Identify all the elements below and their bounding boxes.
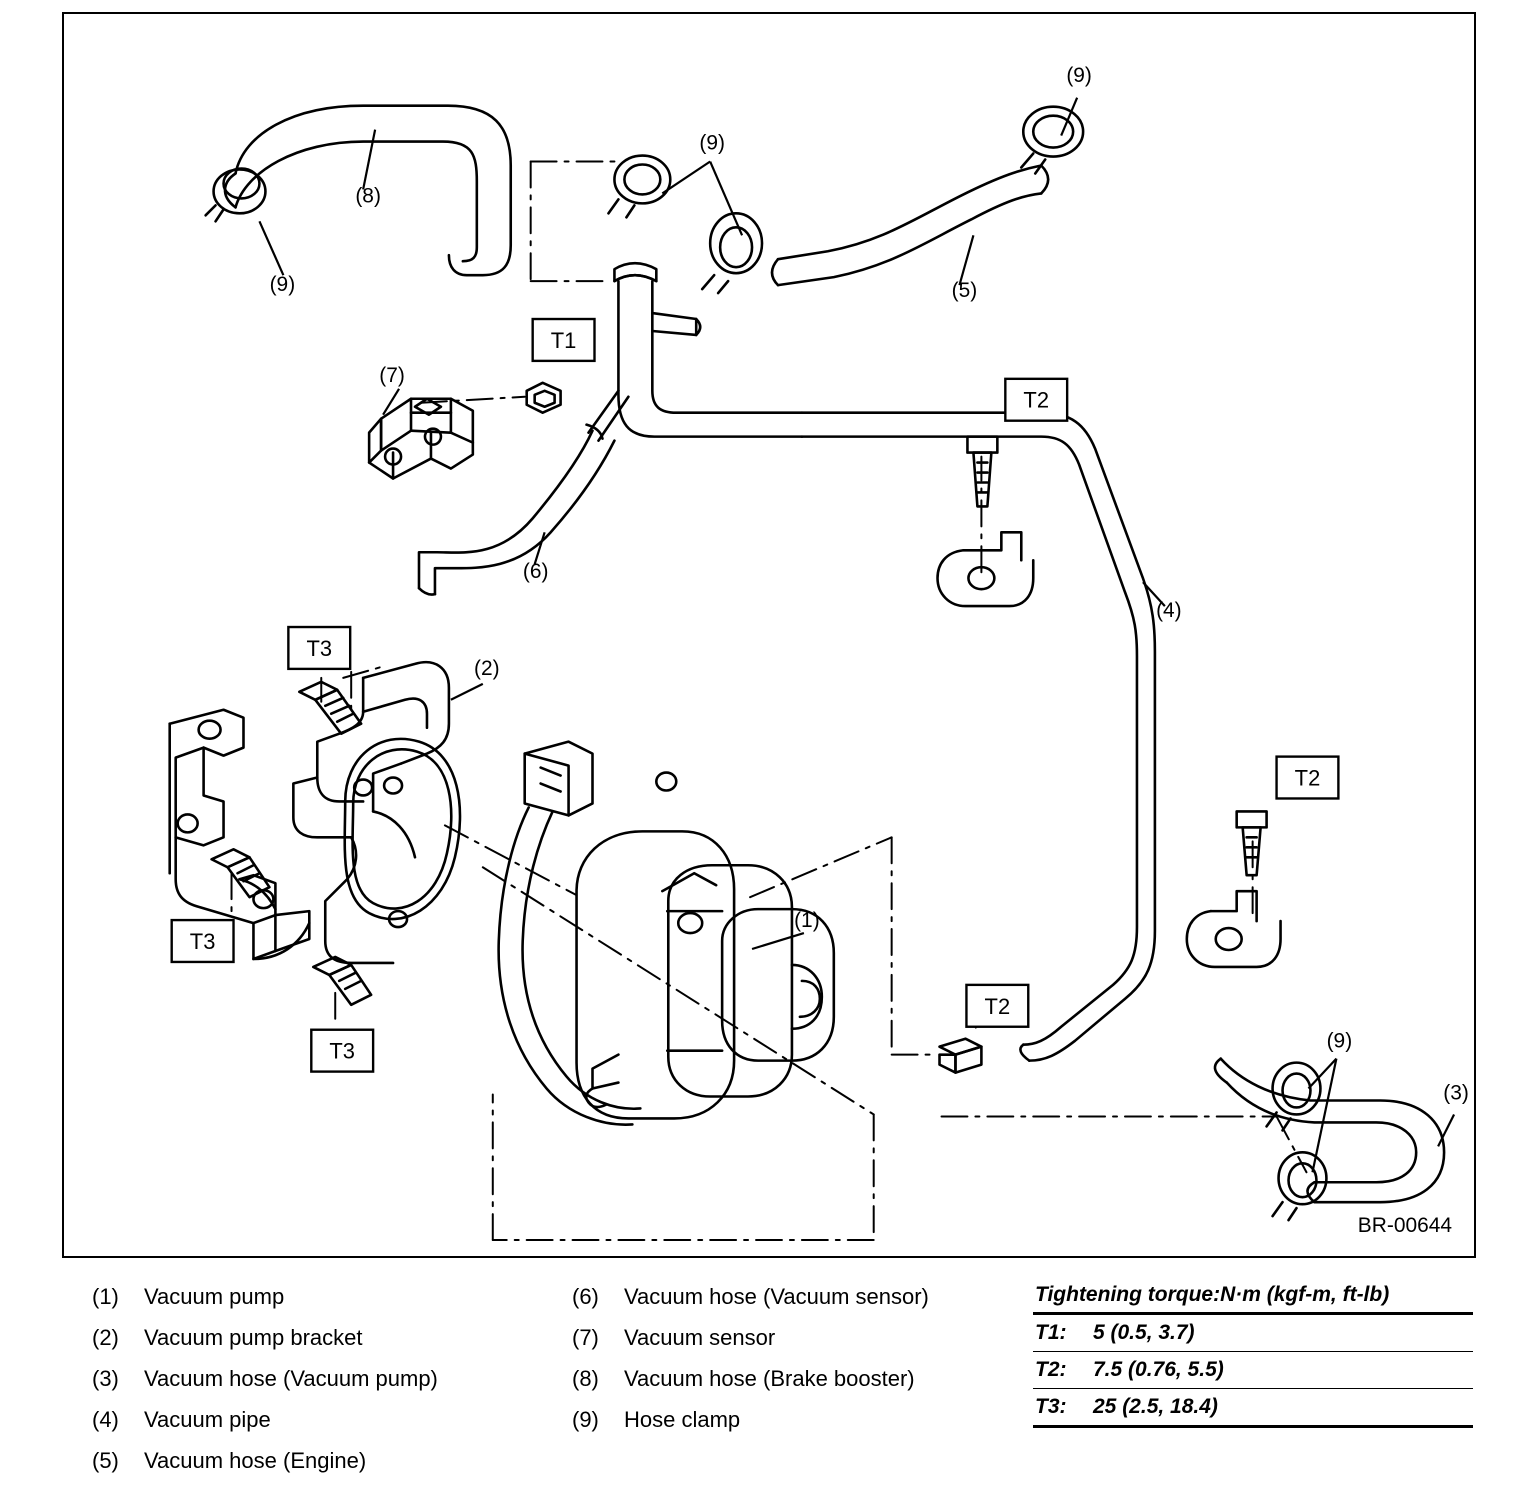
callout-9-bottomright: (9) — [1326, 1029, 1353, 1053]
legend-number: (6) — [572, 1284, 599, 1309]
callout-6: (6) — [522, 560, 549, 584]
torque-key: T2: — [1035, 1358, 1067, 1381]
legend-number: (7) — [572, 1325, 599, 1350]
legend-number: (1) — [92, 1284, 119, 1309]
legend-label: Vacuum hose (Brake booster) — [624, 1366, 915, 1391]
callout-5: (5) — [951, 279, 978, 303]
torque-value: 25 (2.5, 18.4) — [1093, 1395, 1218, 1418]
legend-number: (4) — [92, 1407, 119, 1432]
figure-id: BR-00644 — [1357, 1214, 1453, 1238]
torque-tag-t3-top — [288, 627, 350, 669]
list-item — [572, 1407, 1022, 1448]
list-item — [92, 1448, 562, 1489]
list-item — [92, 1407, 562, 1448]
legend-number: (5) — [92, 1448, 119, 1473]
callout-9-center: (9) — [699, 131, 725, 155]
legend-label: Vacuum pump bracket — [144, 1325, 363, 1350]
torque-table-title: Tightening torque:N·m (kgf-m, ft-lb) — [1033, 1281, 1473, 1315]
torque-tag-t2-lower — [966, 985, 1028, 1027]
legend-label: Vacuum hose (Vacuum pump) — [144, 1366, 438, 1391]
list-item — [572, 1325, 1022, 1366]
torque-tag-t1 — [533, 319, 595, 361]
tightening-torque-table — [1033, 1281, 1473, 1428]
torque-tag-label: T2 — [984, 993, 1011, 1019]
torque-tag-label: T3 — [306, 635, 333, 661]
callout-labels — [270, 64, 1469, 1105]
torque-tag-t2-right — [1277, 757, 1339, 799]
table-row — [1033, 1352, 1473, 1389]
list-item — [92, 1366, 562, 1407]
torque-tag-label: T3 — [189, 928, 216, 954]
torque-key: T3: — [1035, 1395, 1067, 1418]
legend-column-right — [572, 1284, 1022, 1448]
torque-tag-t3-bottom — [311, 1030, 373, 1072]
callout-8: (8) — [355, 184, 381, 208]
legend-label: Vacuum pump — [144, 1284, 285, 1309]
legend-number: (3) — [92, 1366, 119, 1391]
callout-1: (1) — [794, 909, 820, 933]
torque-tag-label: T1 — [550, 327, 577, 353]
callout-2: (2) — [474, 656, 500, 680]
legend-number: (9) — [572, 1407, 599, 1432]
vacuum-pump-assembly-diagram — [64, 14, 1474, 1256]
legend-number: (8) — [572, 1366, 599, 1391]
torque-tag-label: T2 — [1023, 387, 1050, 413]
list-item — [92, 1284, 562, 1325]
callout-9-topright: (9) — [1066, 63, 1092, 87]
torque-key: T1: — [1035, 1321, 1067, 1344]
torque-tags — [172, 319, 1339, 1072]
table-row — [1033, 1389, 1473, 1428]
torque-value: 7.5 (0.76, 5.5) — [1093, 1358, 1224, 1381]
legend-label: Vacuum pipe — [144, 1407, 271, 1432]
torque-tag-t2-upper — [1005, 379, 1067, 421]
callout-4: (4) — [1156, 599, 1182, 623]
list-item — [572, 1366, 1022, 1407]
callout-7: (7) — [379, 363, 405, 387]
legend-label: Hose clamp — [624, 1407, 741, 1432]
legend-label: Vacuum hose (Vacuum sensor) — [624, 1284, 929, 1309]
torque-value: 5 (0.5, 3.7) — [1093, 1321, 1195, 1344]
legend-column-left — [92, 1284, 562, 1489]
legend-label: Vacuum sensor — [624, 1325, 776, 1350]
torque-tag-t3-left — [172, 920, 234, 962]
torque-tag-label: T2 — [1294, 765, 1321, 791]
callout-3: (3) — [1443, 1081, 1469, 1105]
diagram-frame — [62, 12, 1476, 1258]
torque-tag-label: T3 — [329, 1038, 356, 1064]
list-item — [572, 1284, 1022, 1325]
legend-label: Vacuum hose (Engine) — [144, 1448, 367, 1473]
list-item — [92, 1325, 562, 1366]
table-row — [1033, 1315, 1473, 1352]
legend-number: (2) — [92, 1325, 119, 1350]
callout-9-left: (9) — [269, 273, 296, 297]
